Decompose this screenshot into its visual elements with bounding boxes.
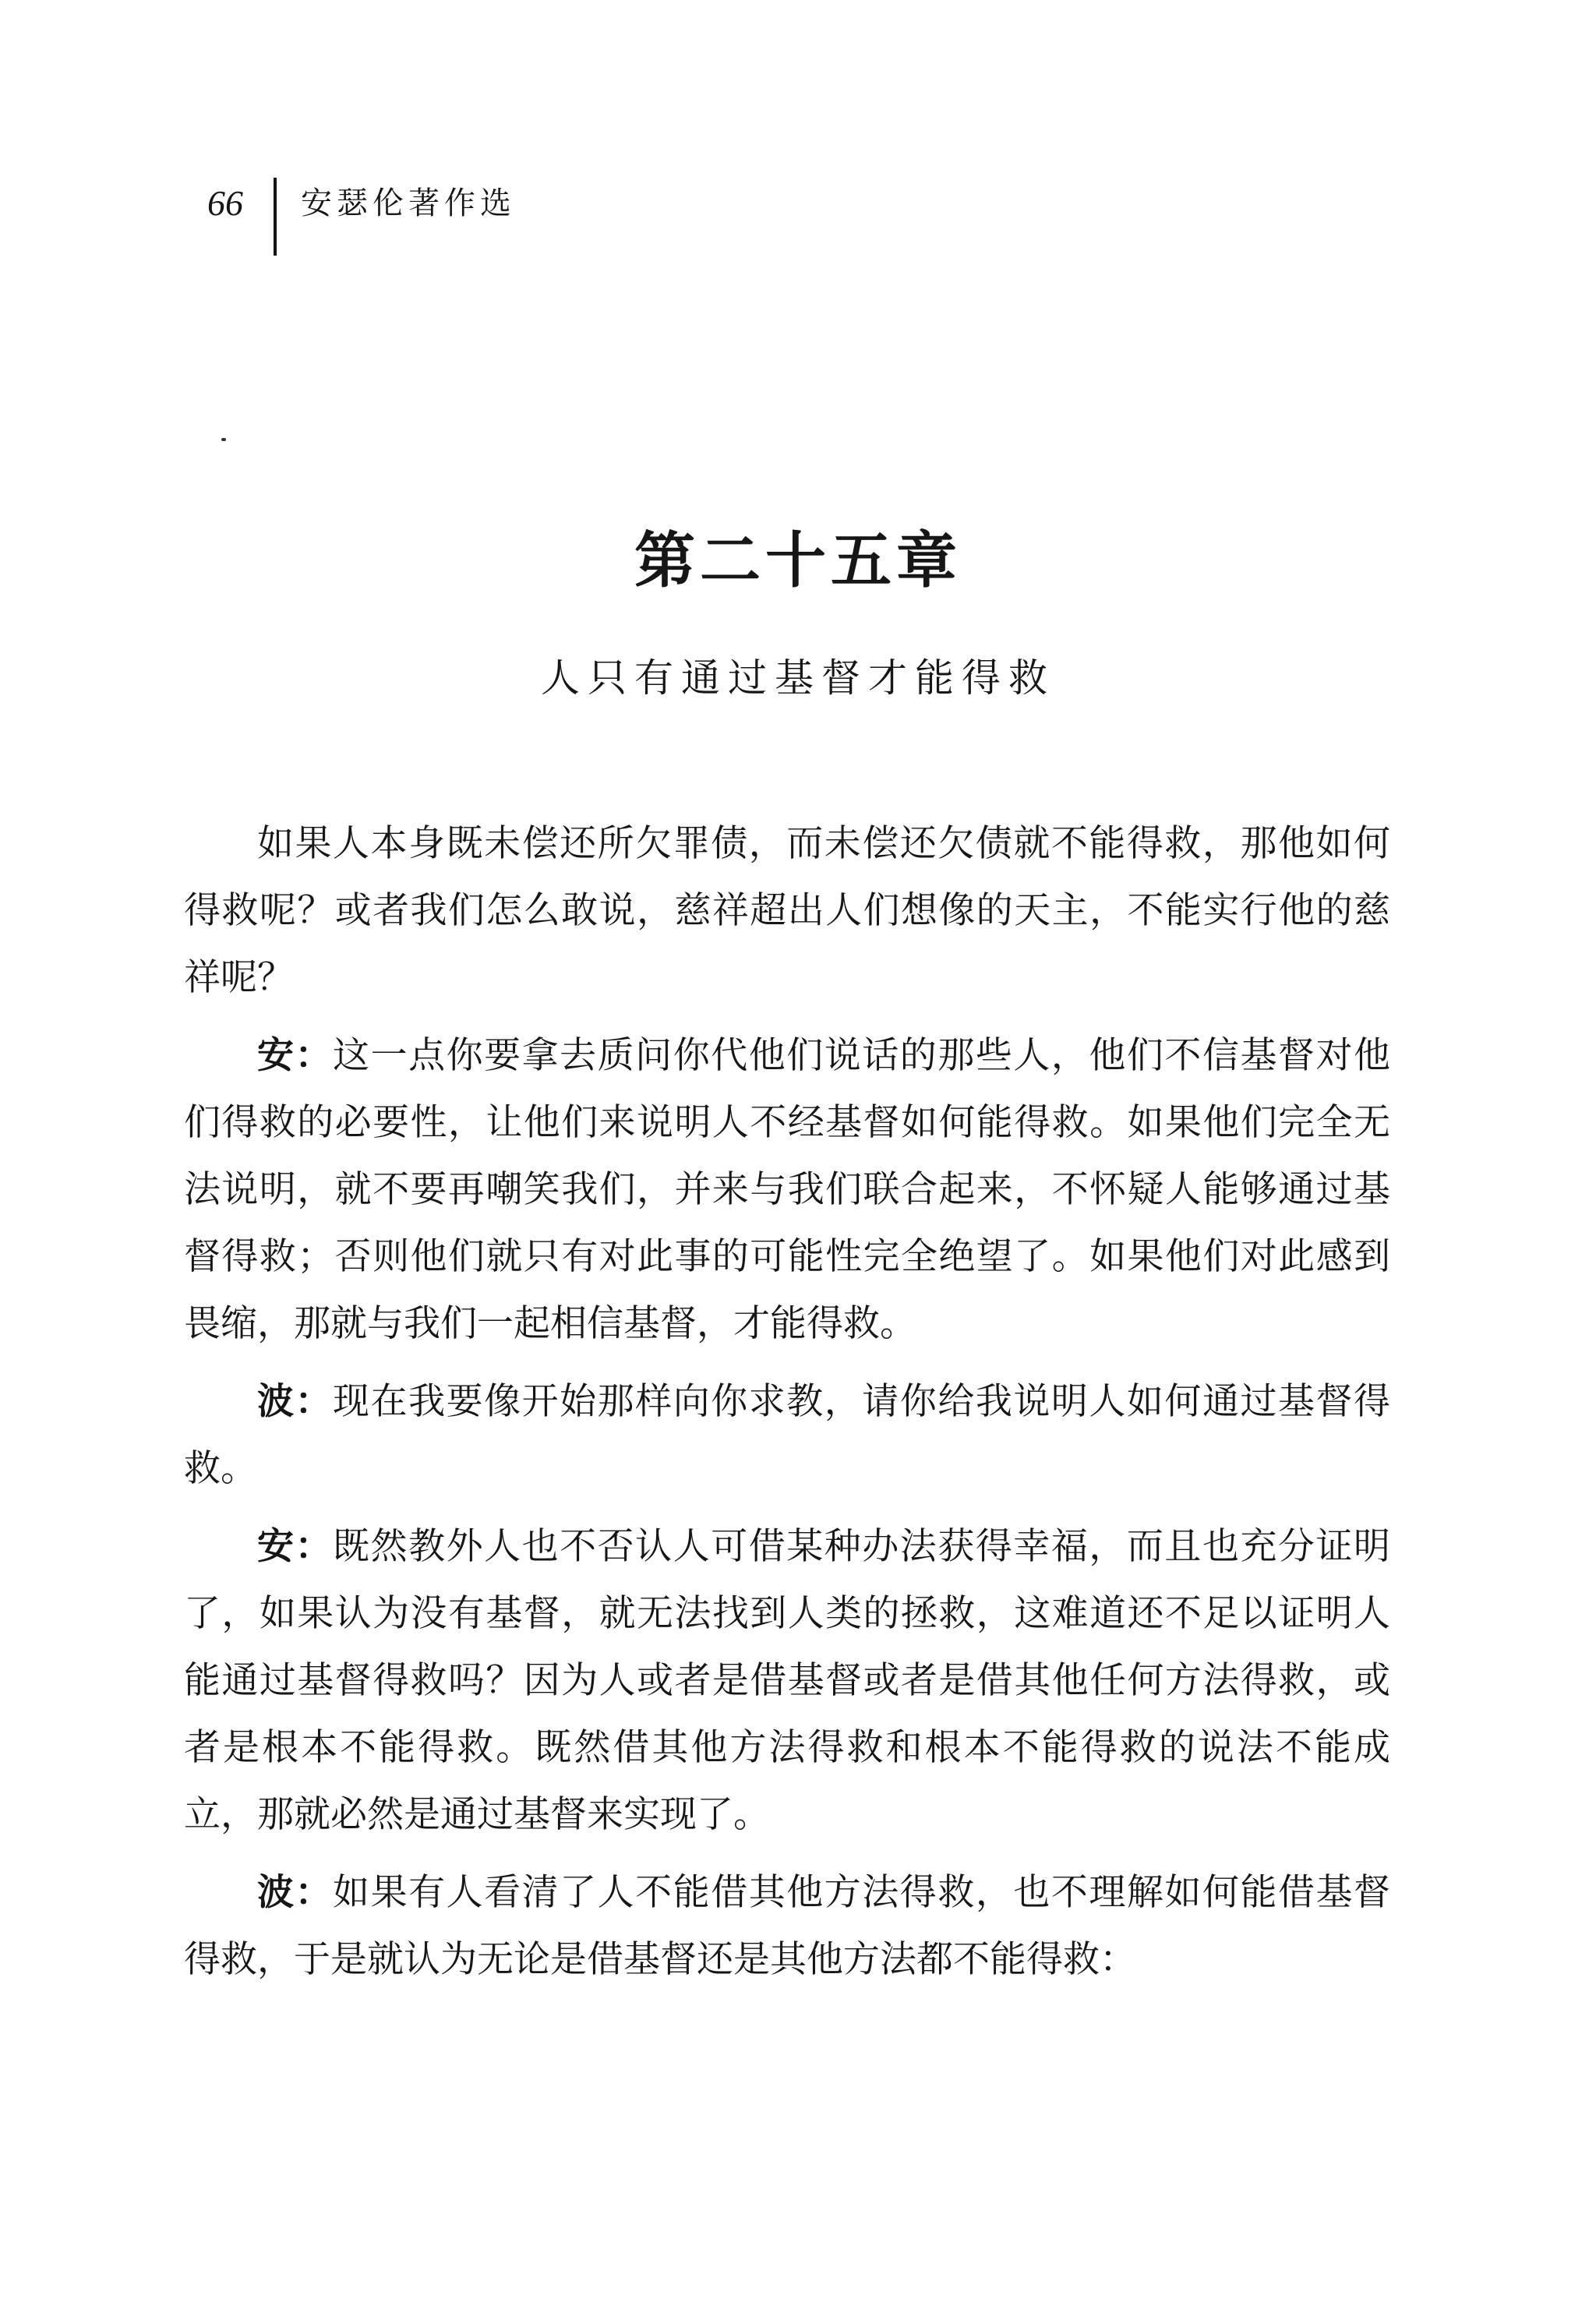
speaker-label: 安：	[257, 1525, 334, 1568]
paragraph-5	[184, 1859, 1390, 1993]
paragraph-text: 既然教外人也不否认人可借某种办法获得幸福，而且也充分证明了，如果认为没有基督，就无法找到人类的拯救，这难道还不足以证明人能通过基督得救吗？因为人或者是借基督或者是借其他任何方法得救，或者是根本不能得救。既然借其他方法得救和根本不能得救的说法不能成立，那就必然是通过基督来实现了。	[184, 1525, 1391, 1836]
page-number: 66	[207, 183, 243, 223]
speaker-label: 波：	[257, 1380, 334, 1423]
paragraph-text: 这一点你要拿去质问你代他们说话的那些人，他们不信基督对他们得救的必要性，让他们来说明人不经基督如何能得救。如果他们完全无法说明，就不要再嘲笑我们，并来与我们联合起来，不怀疑人能够通过基督得救；否则他们就只有对此事的可能性完全绝望了。如果他们对此感到畏缩，那就与我们一起相信基督，才能得救。	[184, 1034, 1391, 1345]
paragraph-text: 如果人本身既未偿还所欠罪债，而未偿还欠债就不能得救，那他如何得救呢？或者我们怎么敢说，慈祥超出人们想像的天主，不能实行他的慈祥呢？	[184, 822, 1390, 999]
paragraph-3	[184, 1368, 1390, 1503]
print-speck	[221, 438, 226, 441]
body-text	[184, 810, 1390, 2004]
book-title: 安瑟伦著作选	[301, 185, 516, 221]
chapter-subtitle: 人只有通过基督才能得救	[541, 655, 1055, 701]
paragraph-text: 现在我要像开始那样向你求教，请你给我说明人如何通过基督得救。	[184, 1380, 1391, 1490]
paragraph-4	[184, 1513, 1390, 1849]
chapter-title: 第二十五章	[634, 526, 962, 596]
paragraph-1	[184, 810, 1390, 1012]
paragraph-text: 如果有人看清了人不能借其他方法得救，也不理解如何能借基督得救，于是就认为无论是借基督还是其他方法都不能得救：	[184, 1871, 1391, 1981]
header-divider	[274, 178, 277, 256]
paragraph-2	[184, 1022, 1390, 1358]
speaker-label: 波：	[257, 1871, 334, 1914]
speaker-label: 安：	[257, 1034, 334, 1077]
